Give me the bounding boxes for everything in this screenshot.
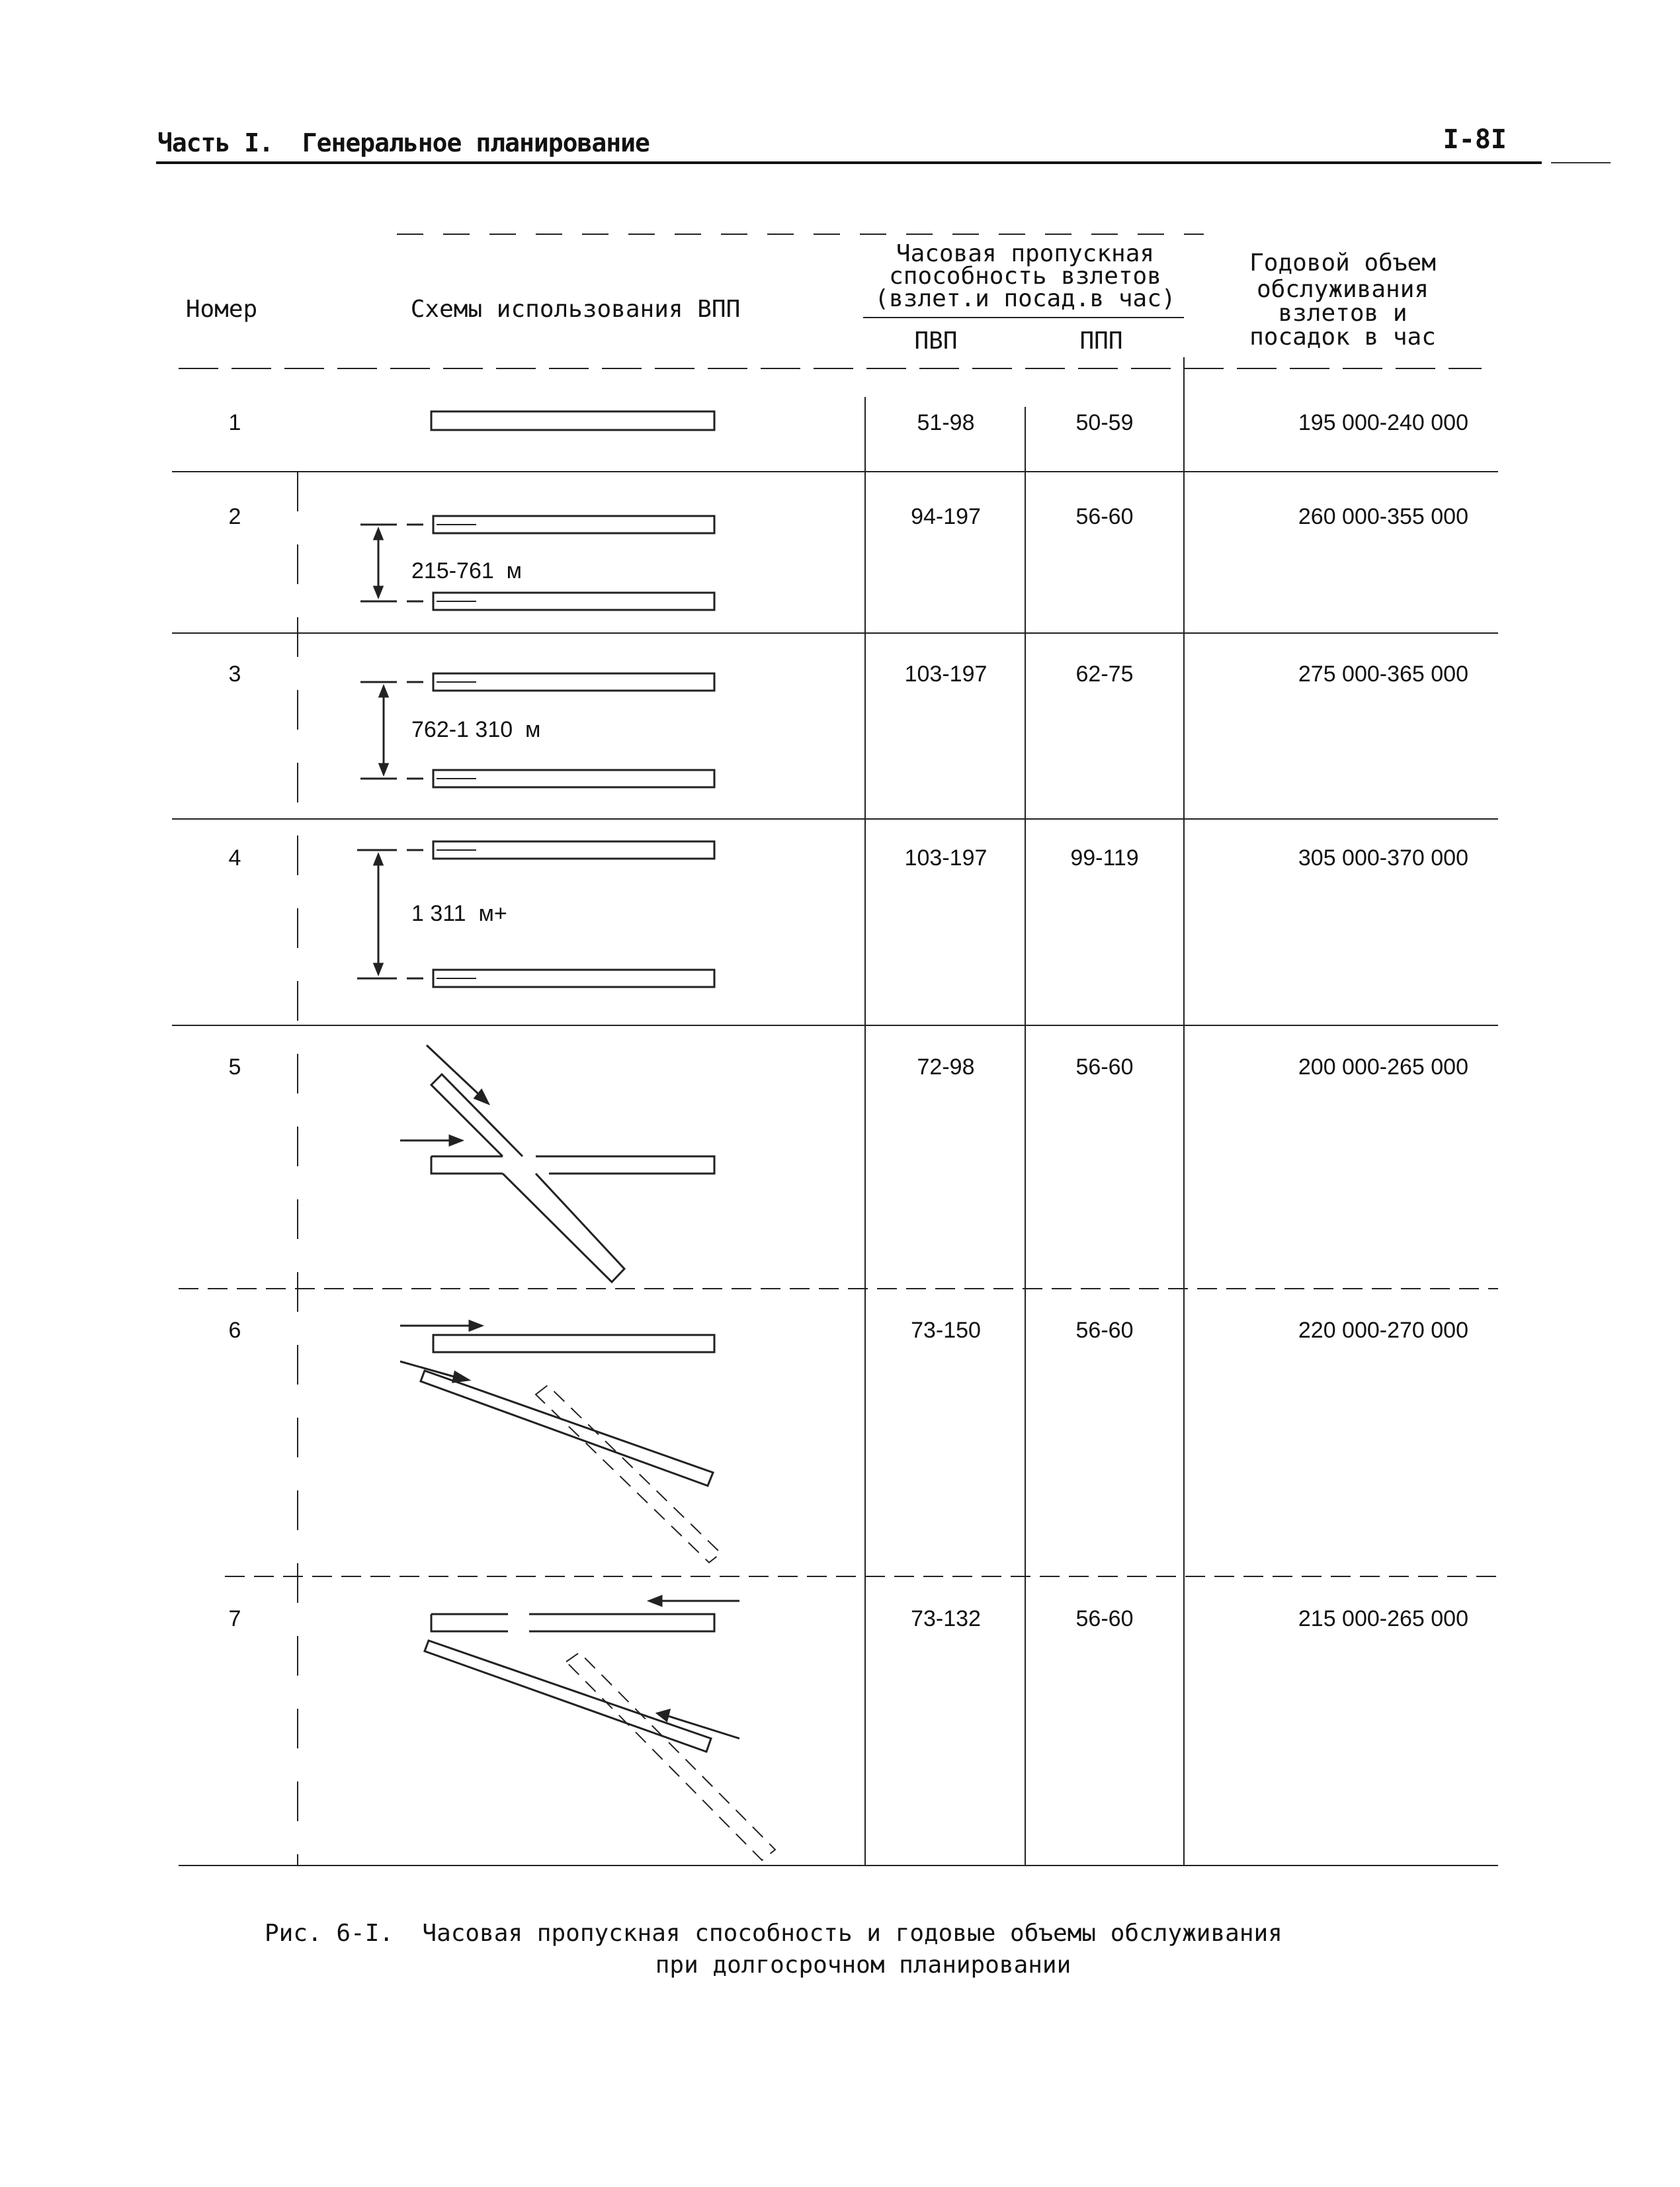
- cell-annual: 215 000-265 000: [1298, 1606, 1468, 1631]
- header-hourly-line2: способность взлетов: [889, 263, 1161, 290]
- scheme-5: [400, 1045, 714, 1282]
- header-number: Номер: [185, 296, 258, 323]
- cell-pvp: 73-150: [911, 1318, 981, 1343]
- cell-pvp: 51-98: [917, 410, 975, 435]
- cell-pvp: 103-197: [904, 845, 987, 871]
- separation-label: 215-761 м: [411, 558, 523, 583]
- row-number: 2: [228, 504, 241, 529]
- cell-ppp: 56-60: [1075, 1054, 1134, 1080]
- page-header-title: Часть I. Генеральное планирование: [157, 128, 650, 157]
- header-annual-line1: Годовой объем: [1249, 249, 1436, 277]
- cell-annual: 305 000-370 000: [1298, 845, 1468, 871]
- header-pvp: ПВП: [914, 327, 958, 355]
- separation-label: 1 311 м+: [411, 901, 507, 926]
- cell-ppp: 56-60: [1075, 1606, 1134, 1631]
- cell-annual: 200 000-265 000: [1298, 1054, 1468, 1080]
- figure-caption-line2: при долгосрочном планировании: [655, 1951, 1071, 1979]
- header-ppp: ППП: [1079, 327, 1123, 355]
- header-annual-line2: обслуживания: [1256, 276, 1429, 303]
- header-schemes: Схемы использования ВПП: [410, 296, 741, 323]
- cell-ppp: 50-59: [1075, 410, 1134, 435]
- cell-ppp: 62-75: [1075, 662, 1134, 687]
- cell-ppp: 56-60: [1075, 504, 1134, 529]
- row-number: 3: [228, 662, 241, 687]
- scheme-1: [431, 411, 714, 430]
- cell-annual: 195 000-240 000: [1298, 410, 1468, 435]
- header-hourly-line3: (взлет.и посад.в час): [874, 285, 1176, 312]
- header-annual-line3: взлетов и: [1278, 300, 1407, 327]
- cell-annual: 220 000-270 000: [1298, 1318, 1468, 1343]
- header-annual-line4: посадок в час: [1249, 323, 1436, 351]
- cell-pvp: 103-197: [904, 662, 987, 687]
- row-number: 7: [228, 1606, 241, 1631]
- cell-pvp: 94-197: [911, 504, 981, 529]
- separation-label: 762-1 310 м: [411, 717, 541, 742]
- cell-ppp: 99-119: [1070, 845, 1139, 871]
- row-number: 5: [228, 1054, 241, 1080]
- row-number: 1: [228, 410, 241, 435]
- row-number: 6: [228, 1318, 241, 1343]
- row-number: 4: [228, 845, 241, 871]
- cell-annual: 275 000-365 000: [1298, 662, 1468, 687]
- page-number: I-8I: [1443, 124, 1507, 155]
- figure-caption-line1: Рис. 6-I. Часовая пропускная способность и годовые объемы обслуживания: [265, 1920, 1282, 1947]
- header-hourly-line1: Часовая пропускная: [896, 240, 1155, 267]
- scheme-6: [400, 1321, 721, 1563]
- cell-ppp: 56-60: [1075, 1318, 1134, 1343]
- scheme-7: [425, 1596, 775, 1860]
- cell-pvp: 72-98: [917, 1054, 975, 1080]
- cell-pvp: 73-132: [911, 1606, 981, 1631]
- cell-annual: 260 000-355 000: [1298, 504, 1468, 529]
